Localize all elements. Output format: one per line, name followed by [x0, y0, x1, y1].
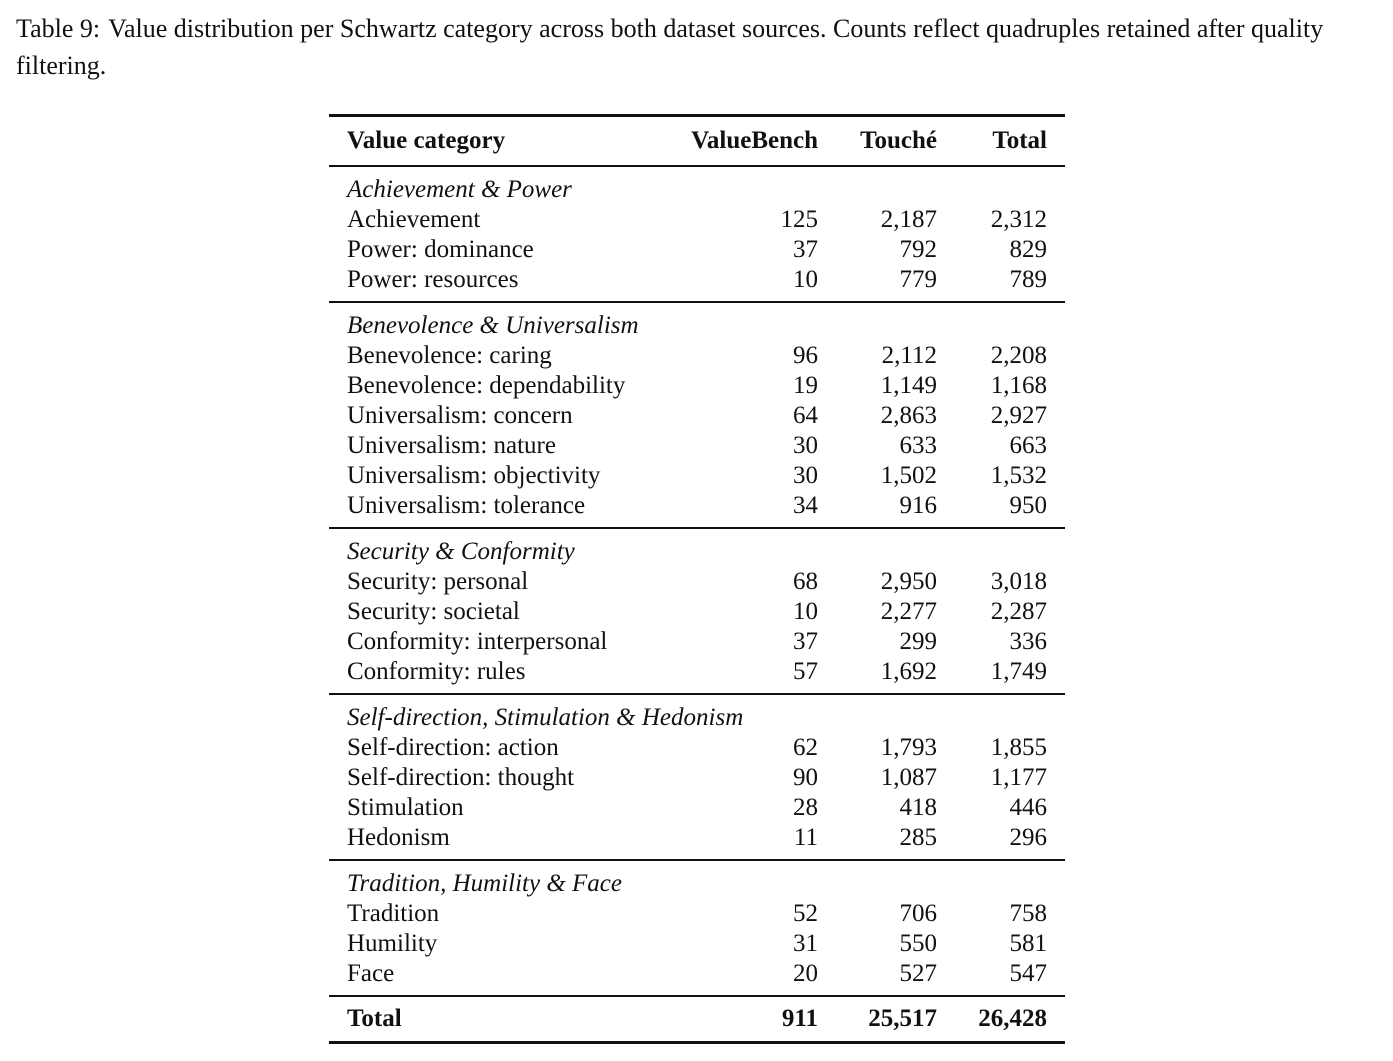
cell-category: Power: resources — [347, 266, 519, 293]
cell-total: 758 — [1009, 900, 1047, 927]
cell-touche: 285 — [899, 824, 937, 851]
cell-valuebench: 10 — [793, 598, 818, 625]
cell-valuebench: 28 — [793, 794, 818, 821]
cell-total: 336 — [1009, 628, 1047, 655]
cell-touche: 1,793 — [880, 734, 937, 761]
cell-valuebench: 52 — [793, 900, 818, 927]
cell-total: 789 — [1009, 266, 1047, 293]
group-name: Self-direction, Stimulation & Hedonism — [347, 704, 744, 731]
cell-total: 829 — [1009, 236, 1047, 263]
cell-touche: 299 — [899, 628, 937, 655]
cell-valuebench: 62 — [793, 734, 818, 761]
cell-category: Security: personal — [347, 568, 529, 595]
caption-text: Value distribution per Schwartz category across both dataset sources. Counts reflect quadruples retained after quality filtering. — [16, 14, 1324, 80]
table-row — [329, 567, 1065, 597]
cell-valuebench: 37 — [793, 628, 818, 655]
cell-valuebench: 90 — [793, 764, 818, 791]
table-body — [329, 166, 1065, 1043]
cell-touche: 527 — [899, 960, 937, 987]
cell-total: 547 — [1009, 960, 1047, 987]
group-name: Tradition, Humility & Face — [347, 870, 622, 897]
cell-valuebench: 96 — [793, 342, 818, 369]
cell-category: Conformity: interpersonal — [347, 628, 608, 655]
table-row — [329, 597, 1065, 627]
cell-category: Achievement — [347, 206, 481, 233]
cell-total: 950 — [1009, 492, 1047, 519]
table-row — [329, 431, 1065, 461]
table-row — [329, 733, 1065, 763]
cell-touche: 2,187 — [880, 206, 937, 233]
cell-total: 2,312 — [990, 206, 1047, 233]
cell-valuebench: 68 — [793, 568, 818, 595]
header-total: Total — [992, 127, 1047, 154]
table-row — [329, 265, 1065, 302]
cell-category: Conformity: rules — [347, 658, 526, 685]
cell-touche: 916 — [899, 492, 937, 519]
cell-valuebench: 34 — [793, 492, 818, 519]
cell-touche: 2,112 — [881, 342, 937, 369]
group-header-row — [329, 528, 1065, 567]
cell-touche: 633 — [899, 432, 937, 459]
table-row — [329, 371, 1065, 401]
group-name: Security & Conformity — [347, 538, 575, 565]
cell-category: Hedonism — [347, 824, 450, 851]
cell-total: 1,855 — [990, 734, 1047, 761]
cell-total: 296 — [1009, 824, 1047, 851]
group-header-row — [329, 302, 1065, 341]
total-valuebench: 911 — [781, 1005, 818, 1032]
table-row — [329, 929, 1065, 959]
group-header-row — [329, 694, 1065, 733]
cell-valuebench: 11 — [793, 824, 818, 851]
cell-touche: 418 — [899, 794, 937, 821]
table-header-row — [329, 116, 1065, 167]
cell-category: Universalism: tolerance — [347, 492, 586, 519]
value-distribution-table — [329, 114, 1065, 1044]
header-valuebench: ValueBench — [691, 127, 818, 154]
cell-category: Face — [347, 960, 395, 987]
header-touche: Touché — [860, 127, 937, 154]
cell-valuebench: 125 — [780, 206, 818, 233]
cell-total: 2,927 — [990, 402, 1047, 429]
total-label: Total — [347, 1005, 402, 1032]
table-row — [329, 491, 1065, 528]
cell-category: Self-direction: thought — [347, 764, 575, 791]
table-row — [329, 959, 1065, 996]
cell-category: Benevolence: caring — [347, 342, 552, 369]
total-touche: 25,517 — [868, 1005, 937, 1032]
table-row — [329, 627, 1065, 657]
cell-touche: 2,277 — [880, 598, 937, 625]
cell-total: 1,532 — [990, 462, 1047, 489]
cell-touche: 779 — [899, 266, 937, 293]
cell-category: Universalism: objectivity — [347, 462, 601, 489]
cell-total: 663 — [1009, 432, 1047, 459]
cell-touche: 706 — [899, 900, 937, 927]
cell-category: Power: dominance — [347, 236, 534, 263]
cell-total: 581 — [1009, 930, 1047, 957]
cell-valuebench: 30 — [793, 462, 818, 489]
table-caption — [16, 10, 1388, 84]
table-row — [329, 823, 1065, 860]
cell-category: Humility — [347, 930, 438, 957]
cell-valuebench: 19 — [793, 372, 818, 399]
cell-total: 1,168 — [990, 372, 1047, 399]
caption-label: Table 9: — [16, 14, 101, 43]
cell-touche: 1,087 — [880, 764, 937, 791]
cell-valuebench: 30 — [793, 432, 818, 459]
table-row — [329, 899, 1065, 929]
total-overall: 26,428 — [978, 1005, 1047, 1032]
cell-touche: 2,863 — [880, 402, 937, 429]
cell-category: Security: societal — [347, 598, 520, 625]
cell-valuebench: 57 — [793, 658, 818, 685]
group-header-row — [329, 860, 1065, 899]
total-row — [329, 996, 1065, 1043]
cell-valuebench: 20 — [793, 960, 818, 987]
table-row — [329, 763, 1065, 793]
cell-category: Benevolence: dependability — [347, 372, 626, 399]
cell-total: 2,287 — [990, 598, 1047, 625]
cell-total: 1,749 — [990, 658, 1047, 685]
cell-category: Stimulation — [347, 794, 464, 821]
cell-valuebench: 64 — [793, 402, 818, 429]
cell-valuebench: 31 — [793, 930, 818, 957]
cell-category: Tradition — [347, 900, 440, 927]
cell-total: 1,177 — [990, 764, 1047, 791]
table-row — [329, 341, 1065, 371]
cell-category: Self-direction: action — [347, 734, 559, 761]
table-row — [329, 235, 1065, 265]
cell-category: Universalism: nature — [347, 432, 556, 459]
cell-valuebench: 10 — [793, 266, 818, 293]
cell-total: 2,208 — [990, 342, 1047, 369]
table-row — [329, 401, 1065, 431]
table-row — [329, 461, 1065, 491]
cell-touche: 1,502 — [880, 462, 937, 489]
cell-touche: 1,692 — [880, 658, 937, 685]
cell-valuebench: 37 — [793, 236, 818, 263]
cell-touche: 792 — [899, 236, 937, 263]
table-row — [329, 205, 1065, 235]
table-row — [329, 793, 1065, 823]
cell-total: 446 — [1009, 794, 1047, 821]
cell-touche: 550 — [899, 930, 937, 957]
group-header-row — [329, 166, 1065, 205]
cell-category: Universalism: concern — [347, 402, 573, 429]
table-row — [329, 657, 1065, 694]
group-name: Benevolence & Universalism — [347, 312, 639, 339]
cell-touche: 2,950 — [880, 568, 937, 595]
group-name: Achievement & Power — [347, 176, 572, 203]
header-value-category: Value category — [347, 127, 506, 154]
cell-touche: 1,149 — [880, 372, 937, 399]
cell-total: 3,018 — [990, 568, 1047, 595]
